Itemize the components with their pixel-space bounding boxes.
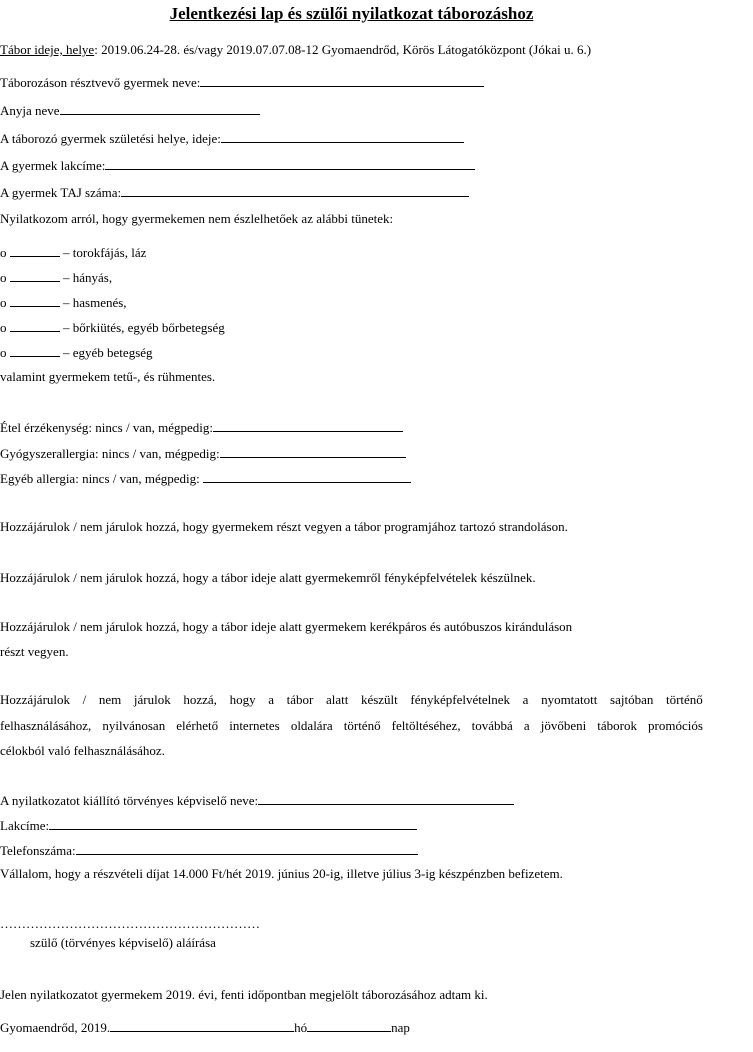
word: / [82,692,87,707]
day-blank[interactable] [307,1019,391,1032]
birth-blank[interactable] [221,130,464,143]
guardian-address-field[interactable] [0,817,417,834]
guardian-name-field[interactable] [0,792,514,809]
taj-label: A gyermek TAJ száma: [0,185,122,200]
guardian-address-blank[interactable] [49,817,417,830]
drug-allergy-blank[interactable] [220,445,406,458]
child-name-blank[interactable] [200,74,484,87]
taj-blank[interactable] [121,184,469,197]
month-label: hó [294,1020,308,1035]
child-name-field[interactable] [0,74,484,91]
child-name-label: Táborozáson résztvevő gyermek neve: [0,75,201,90]
symptom-label: – bőrkiütés, egyéb bőrbetegség [59,320,225,335]
food-allergy-label: Étel érzékenység: nincs / van, mégpedig: [0,420,213,435]
mother-name-label: Anyja neve [0,103,60,118]
word: promóciós [648,718,703,733]
page-title: Jelentkezési lap és szülői nyilatkozat táborozáshoz [169,4,534,23]
mother-name-blank[interactable] [60,102,260,115]
consent-media-line [0,718,703,734]
camp-info [0,42,591,58]
birth-field[interactable] [0,130,464,147]
birth-label: A táborozó gyermek születési helye, ideje: [0,131,221,146]
symptom-label: – hasmenés, [59,295,127,310]
symptom-label: – hányás, [59,270,113,285]
word: táborok [597,718,637,733]
word: tábor [286,692,314,707]
food-allergy-blank[interactable] [213,419,403,432]
address-field[interactable] [0,157,475,174]
guardian-phone-blank[interactable] [76,842,418,855]
checkbox-bullet: o [0,245,7,260]
camp-value: : 2019.06.24-28. és/vagy 2019.07.07.08-12 Gyomaendrőd, Körös Látogatóközpont (Jókai u. 6.) [94,42,592,57]
symptom-blank[interactable] [10,294,60,307]
word: sajtóban [610,692,654,707]
drug-allergy-field[interactable] [0,445,406,462]
month-blank[interactable] [110,1019,294,1032]
symptom-item[interactable] [0,294,127,311]
guardian-address-label: Lakcíme: [0,818,50,833]
word: történő [665,692,703,707]
consent-media-line [0,692,703,708]
signature-caption: szülő (törvényes képviselő) aláírása [30,935,216,950]
guardian-name-label: A nyilatkozatot kiállító törvényes képviselő neve: [0,793,259,808]
word: oldalára [290,718,333,733]
taj-field[interactable] [0,184,469,201]
word: nem [98,692,122,707]
other-allergy-blank[interactable] [203,470,411,483]
mother-name-field[interactable] [0,102,260,119]
word: továbbá [471,718,513,733]
checkbox-bullet: o [0,295,7,310]
word: készült [360,692,398,707]
symptom-blank[interactable] [10,319,60,332]
other-allergy-field[interactable] [0,470,411,487]
address-label: A gyermek lakcíme: [0,158,106,173]
guardian-name-blank[interactable] [258,792,514,805]
symptom-blank[interactable] [10,344,60,357]
signature-line[interactable]: …………………………………………………… [0,916,260,931]
word: nyilvánosan [102,718,166,733]
word: nyomtatott [541,692,598,707]
lice-free-statement: valamint gyermekem tetű-, és rühmentes. [0,369,216,384]
word: járulok [133,692,171,707]
word: a [268,692,274,707]
checkbox-bullet: o [0,345,7,360]
symptom-item[interactable] [0,269,112,286]
word: a [522,692,529,707]
consent-trip-line: részt vegyen. [0,644,69,659]
word: a [523,718,530,733]
symptom-blank[interactable] [10,269,60,282]
symptom-item[interactable] [0,244,146,261]
declaration-intro: Nyilatkozom arról, hogy gyermekemen nem észlelhetőek az alábbi tünetek: [0,211,394,226]
place-year: Gyomaendrőd, 2019. [0,1020,111,1035]
guardian-phone-label: Telefonszáma: [0,843,76,858]
consent-beach: Hozzájárulok / nem járulok hozzá, hogy gyermekem részt vegyen a tábor programjához tartozó strandoláson. [0,519,568,534]
symptom-label: – egyéb betegség [59,345,153,360]
consent-trip-line: Hozzájárulok / nem járulok hozzá, hogy a tábor ideje alatt gyermekem kerékpáros és autóbuszos kiránduláson [0,619,573,634]
day-label: nap [391,1020,410,1035]
word: hozzá, [183,692,217,707]
closing-statement: Jelen nyilatkozatot gyermekem 2019. évi, fenti időpontban megjelölt táborozásához adtam ki. [0,987,488,1002]
word: történő [343,718,381,733]
symptom-item[interactable] [0,319,225,336]
consent-media-line: célokból való felhasználásához. [0,743,165,758]
date-line[interactable] [0,1019,410,1036]
symptom-item[interactable] [0,344,153,361]
consent-photos: Hozzájárulok / nem járulok hozzá, hogy a tábor ideje alatt gyermekemről fényképfelvételek készülnek. [0,570,536,585]
word: hogy [229,692,256,707]
address-blank[interactable] [105,157,475,170]
drug-allergy-label: Gyógyszerallergia: nincs / van, mégpedig: [0,446,220,461]
camp-label: Tábor ideje, helye [0,42,95,57]
fee-statement: Vállalom, hogy a részvételi díjat 14.000 Ft/hét 2019. június 20-ig, illetve július 3-ig készpénzben befizetem. [0,866,563,881]
other-allergy-label: Egyéb allergia: nincs / van, mégpedig: [0,471,204,486]
symptom-label: – torokfájás, láz [59,245,147,260]
word: feltöltéséhez, [391,718,461,733]
word: Hozzájárulok [0,692,71,707]
word: internetes [229,718,280,733]
word: jövőbeni [540,718,587,733]
word: alatt [325,692,349,707]
word: fényképfelvételnek [410,692,511,707]
word: felhasználásához, [0,718,92,733]
checkbox-bullet: o [0,320,7,335]
food-allergy-field[interactable] [0,419,403,436]
word: elérhető [176,718,219,733]
checkbox-bullet: o [0,270,7,285]
guardian-phone-field[interactable] [0,842,418,859]
symptom-blank[interactable] [10,244,60,257]
